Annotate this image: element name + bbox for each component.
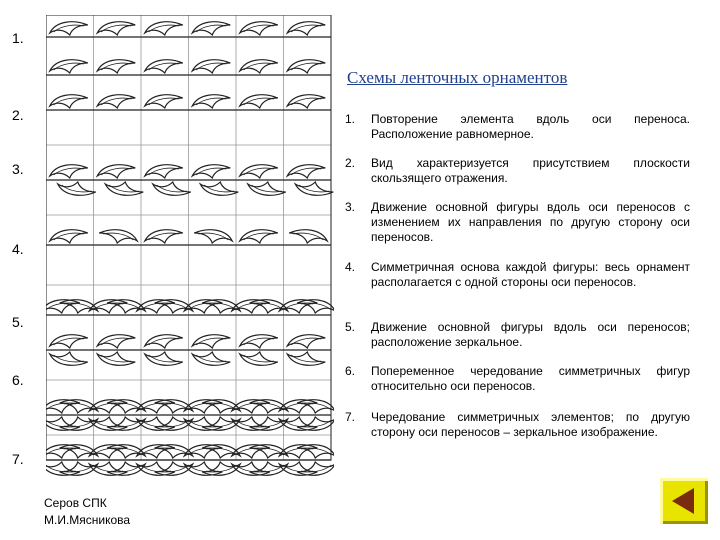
ornament-motif (287, 95, 325, 108)
item-text: Попеременное чередование симметричных фигур относительно оси переносов. (371, 364, 690, 393)
ornament-motif (240, 95, 278, 108)
item-text: Симметричная основа каждой фигуры: весь орнамент располагается с одной стороны оси переносов. (371, 260, 690, 289)
ornament-motif (145, 352, 183, 365)
row-number-6: 6. (12, 372, 24, 388)
list-item-7 (345, 410, 690, 440)
list-item-6 (345, 364, 690, 394)
ornament-motif (145, 230, 183, 243)
ornament-motif (50, 352, 88, 365)
ornament-motif (97, 335, 135, 348)
ornament-motif (105, 182, 143, 195)
list-item-1 (345, 112, 690, 142)
ornament-motif (287, 60, 325, 73)
ornament-motif (289, 230, 327, 243)
row-number-2: 2. (12, 107, 24, 123)
ornament-motif (50, 335, 88, 348)
ornament-motif (50, 22, 88, 35)
ornament-motif (145, 22, 183, 35)
ornament-motif (192, 352, 230, 365)
ornament-motif (287, 22, 325, 35)
item-text: Чередование симметричных элементов; по другую сторону оси переносов – зеркальное изображение. (371, 410, 690, 439)
page-title: Схемы ленточных орнаментов (347, 68, 568, 87)
ornament-motif (192, 165, 230, 178)
ornament-motif (287, 335, 325, 348)
ornament-motif (50, 60, 88, 73)
ornament-schemes-drawing (46, 15, 334, 485)
ornament-motif (240, 22, 278, 35)
item-text: Вид характеризуется присутствием плоскости скользящего отражения. (371, 156, 690, 185)
ornament-motif (240, 352, 278, 365)
item-number: 4. (345, 260, 356, 274)
list-item-2 (345, 156, 690, 186)
ornament-motif (145, 95, 183, 108)
list-item-3 (345, 200, 690, 245)
author-line-2: М.И.Мясникова (44, 513, 131, 527)
ornament-motif (192, 95, 230, 108)
ornament-motif (248, 182, 286, 195)
ornament-motif (97, 165, 135, 178)
list-item-4 (345, 260, 690, 290)
ornament-motif (50, 165, 88, 178)
item-number: 3. (345, 200, 356, 214)
item-number: 1. (345, 112, 356, 126)
ornament-motif (58, 182, 96, 195)
item-number: 7. (345, 410, 356, 424)
item-number: 6. (345, 364, 356, 378)
row-number-5: 5. (12, 314, 24, 330)
author-line-1: Серов СПК (44, 496, 107, 510)
ornament-motif (287, 352, 325, 365)
ornament-motif (240, 335, 278, 348)
ornament-motif (287, 165, 325, 178)
list-item-5 (345, 320, 690, 350)
ornament-motif (192, 60, 230, 73)
ornament-motif (97, 60, 135, 73)
ornament-motif (240, 230, 278, 243)
ornament-motif (153, 182, 191, 195)
item-text: Движение основной фигуры вдоль оси переносов; расположение зеркальное. (371, 320, 690, 349)
item-text: Движение основной фигуры вдоль оси переносов с изменением их направления по другую сторону оси переносов. (371, 200, 690, 244)
ornament-motif (192, 335, 230, 348)
ornament-motif (99, 230, 137, 243)
ornament-motif (97, 352, 135, 365)
ornament-motif (194, 230, 232, 243)
ornament-motif (145, 165, 183, 178)
ornament-motif (240, 60, 278, 73)
ornament-motif (97, 95, 135, 108)
item-number: 2. (345, 156, 356, 170)
ornament-motif (192, 22, 230, 35)
ornament-motif (200, 182, 238, 195)
row-number-4: 4. (12, 241, 24, 257)
ornament-motif (97, 22, 135, 35)
ornament-motif (50, 230, 88, 243)
ornament-motif (145, 60, 183, 73)
back-button[interactable] (660, 478, 708, 524)
ornament-motif (50, 95, 88, 108)
row-number-3: 3. (12, 161, 24, 177)
ornament-motif (240, 165, 278, 178)
back-arrow-icon (660, 478, 708, 524)
ornament-motif (295, 182, 333, 195)
row-number-1: 1. (12, 30, 24, 46)
row-number-7: 7. (12, 451, 24, 467)
item-text: Повторение элемента вдоль оси переноса. Расположение равномерное. (371, 112, 690, 141)
ornament-motif (145, 335, 183, 348)
author-credit (44, 495, 130, 529)
item-number: 5. (345, 320, 356, 334)
